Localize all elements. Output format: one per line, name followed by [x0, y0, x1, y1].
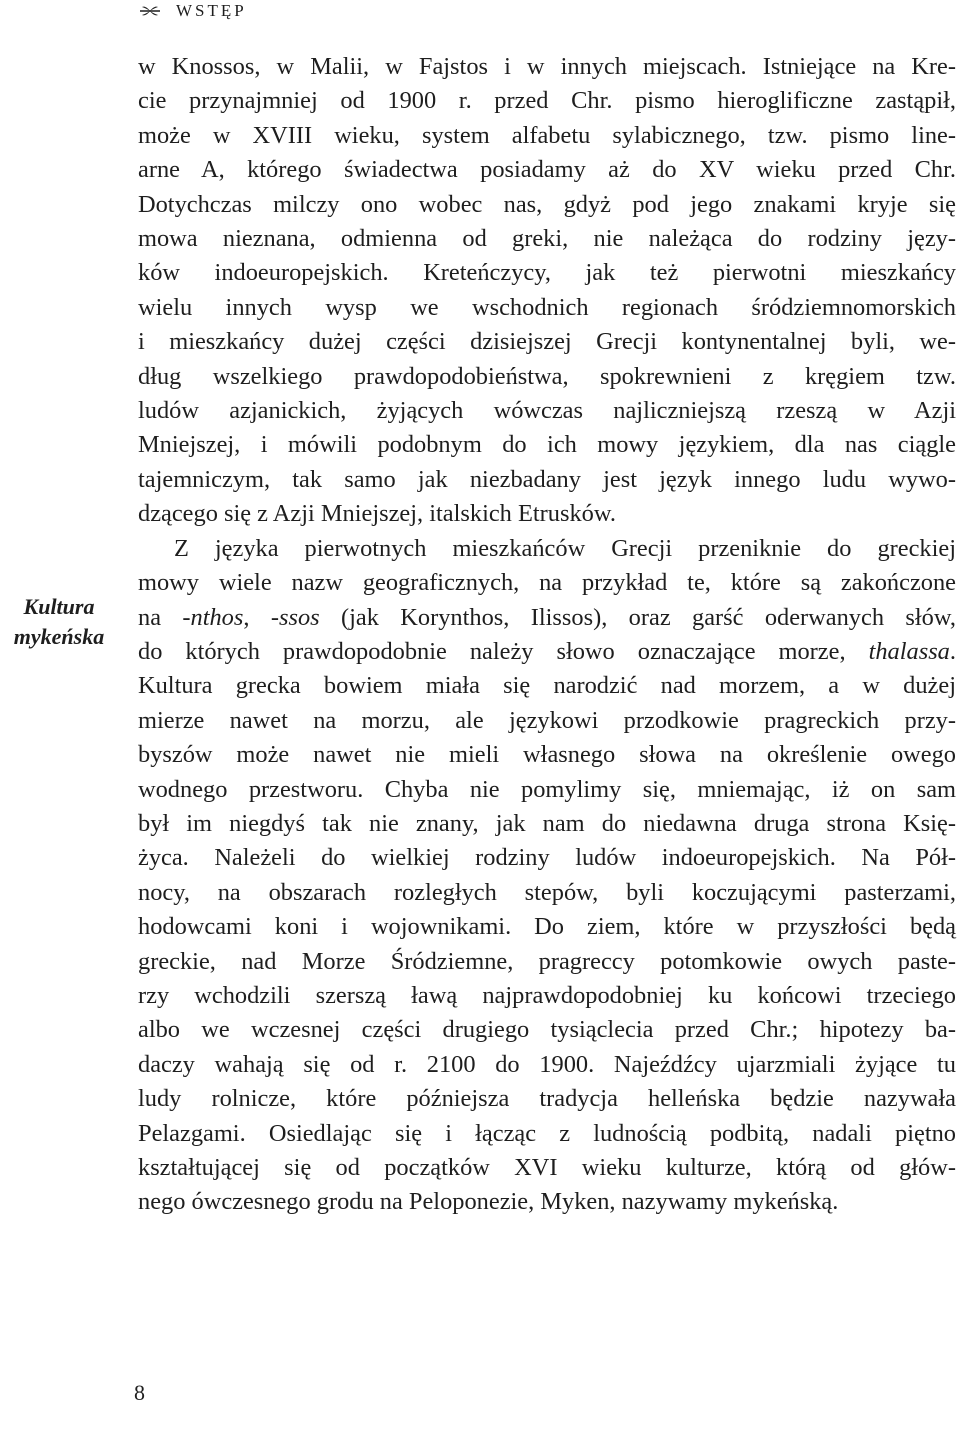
text-line: mowy wiele nazw geograficznych, na przykład te, które są zakończone	[138, 569, 956, 597]
text-run: .	[949, 637, 956, 665]
text-line: dług wszelkiego prawdopodobieństwa, spokrewnieni z kręgiem tzw.	[138, 362, 956, 390]
text-line: Pelazgami. Osiedlając się i łącząc z ludnością podbitą, nadali piętno	[138, 1119, 956, 1147]
text-line	[138, 601, 956, 635]
margin-note	[0, 592, 118, 652]
italic-term: ssos	[278, 603, 320, 631]
text-line: wodnego przestworu. Chyba nie pomylimy się, mniemając, iż on sam	[138, 775, 956, 803]
text-line: Dotychczas milczy ono wobec nas, gdyż pod jego znakami kryje się	[138, 190, 956, 218]
running-head	[138, 0, 247, 22]
text-line: albo we wczesnej części drugiego tysiąclecia przed Chr.; hipotezy ba-	[138, 1016, 956, 1044]
text-line: kształtującej się od początków XVI wieku kulturze, którą od głów-	[138, 1154, 956, 1181]
margin-note-line: Kultura	[23, 594, 95, 619]
text-line: cie przynajmniej od 1900 r. przed Chr. pismo hieroglificzne zastąpił,	[138, 87, 956, 115]
text-line: był im niegdyś tak nie znany, jak nam do niedawna druga strona Księ-	[138, 809, 956, 837]
text-line: daczy wahają się od r. 2100 do 1900. Najeźdźcy ujarzmiali żyjące tu	[138, 1050, 956, 1078]
text-line: życa. Należeli do wielkiej rodziny ludów indoeuropejskich. Na Pół-	[138, 844, 956, 872]
text-run: (jak Korynthos, Ilissos), oraz garść oderwanych słów,	[319, 603, 956, 631]
paragraph-1	[138, 50, 956, 532]
text-line: mowa nieznana, odmienna od greki, nie należąca do rodziny języ-	[138, 225, 956, 253]
text-run: na -	[138, 603, 191, 631]
text-line: wielu innych wysp we wschodnich regionach śródziemnomorskich	[138, 293, 956, 321]
text-line: tajemniczym, tak samo jak niezbadany jest język innego ludu wywo-	[138, 465, 956, 493]
paragraph-2	[138, 532, 956, 1220]
text-line: Kultura grecka bowiem miała się narodzić nad morzem, a w dużej	[138, 672, 956, 700]
page-number: 8	[134, 1380, 145, 1405]
text-line: hodowcami koni i wojownikami. Do ziem, które w przyszłości będą	[138, 913, 956, 941]
text-line: ków indoeuropejskich. Kreteńczycy, jak też pierwotni mieszkańcy	[138, 259, 956, 287]
text-line: dzącego się z Azji Mniejszej, italskich Etrusków.	[138, 500, 616, 528]
text-line: Z języka pierwotnych mieszkańców Grecji przeniknie do greckiej	[174, 534, 956, 562]
text-run: , -	[243, 603, 279, 631]
text-line: może w XVIII wieku, system alfabetu sylabicznego, tzw. pismo line-	[138, 121, 956, 149]
text-line: mierze nawet na morzu, ale językowi przodkowie pragreckich przy-	[138, 706, 956, 734]
text-line: byszów może nawet nie mieli własnego słowa na określenie owego	[138, 741, 956, 769]
italic-term: nthos	[190, 603, 244, 631]
italic-term: thalassa	[868, 637, 950, 665]
text-run: do których prawdopodobnie należy słowo oznaczające morze,	[138, 637, 869, 665]
text-line: i mieszkańcy dużej części dzisiejszej Grecji kontynentalnej byli, we-	[138, 328, 956, 356]
body-text	[138, 50, 956, 1220]
text-line: ludów azjanickich, żyjących wówczas najliczniejszą rzeszą w Azji	[138, 397, 956, 425]
text-line: Mniejszej, i mówili podobnym do ich mowy językiem, dla nas ciągle	[138, 431, 956, 459]
text-line: ludy rolnicze, które późniejsza tradycja helleńska będzie nazywała	[138, 1085, 956, 1113]
text-line: rzy wchodzili szerszą ławą najprawdopodobniej ku końcowi trzeciego	[138, 981, 956, 1009]
margin-note-line: mykeńska	[13, 624, 105, 649]
text-line: nego ówczesnego grodu na Peloponezie, Myken, nazywamy mykeńską.	[138, 1188, 839, 1216]
text-line: greckie, nad Morze Śródziemne, pragreccy potomkowie owych paste-	[138, 947, 956, 975]
text-line	[138, 635, 956, 669]
text-line: nocy, na obszarach rozległych stepów, byli koczującymi pasterzami,	[138, 878, 956, 906]
fleuron-ornament-icon	[138, 4, 162, 18]
text-line: w Knossos, w Malii, w Fajstos i w innych miejscach. Istniejące na Kre-	[138, 53, 956, 80]
running-head-title: WSTĘP	[176, 1, 247, 20]
text-line: arne A, którego świadectwa posiadamy aż do XV wieku przed Chr.	[138, 156, 956, 184]
